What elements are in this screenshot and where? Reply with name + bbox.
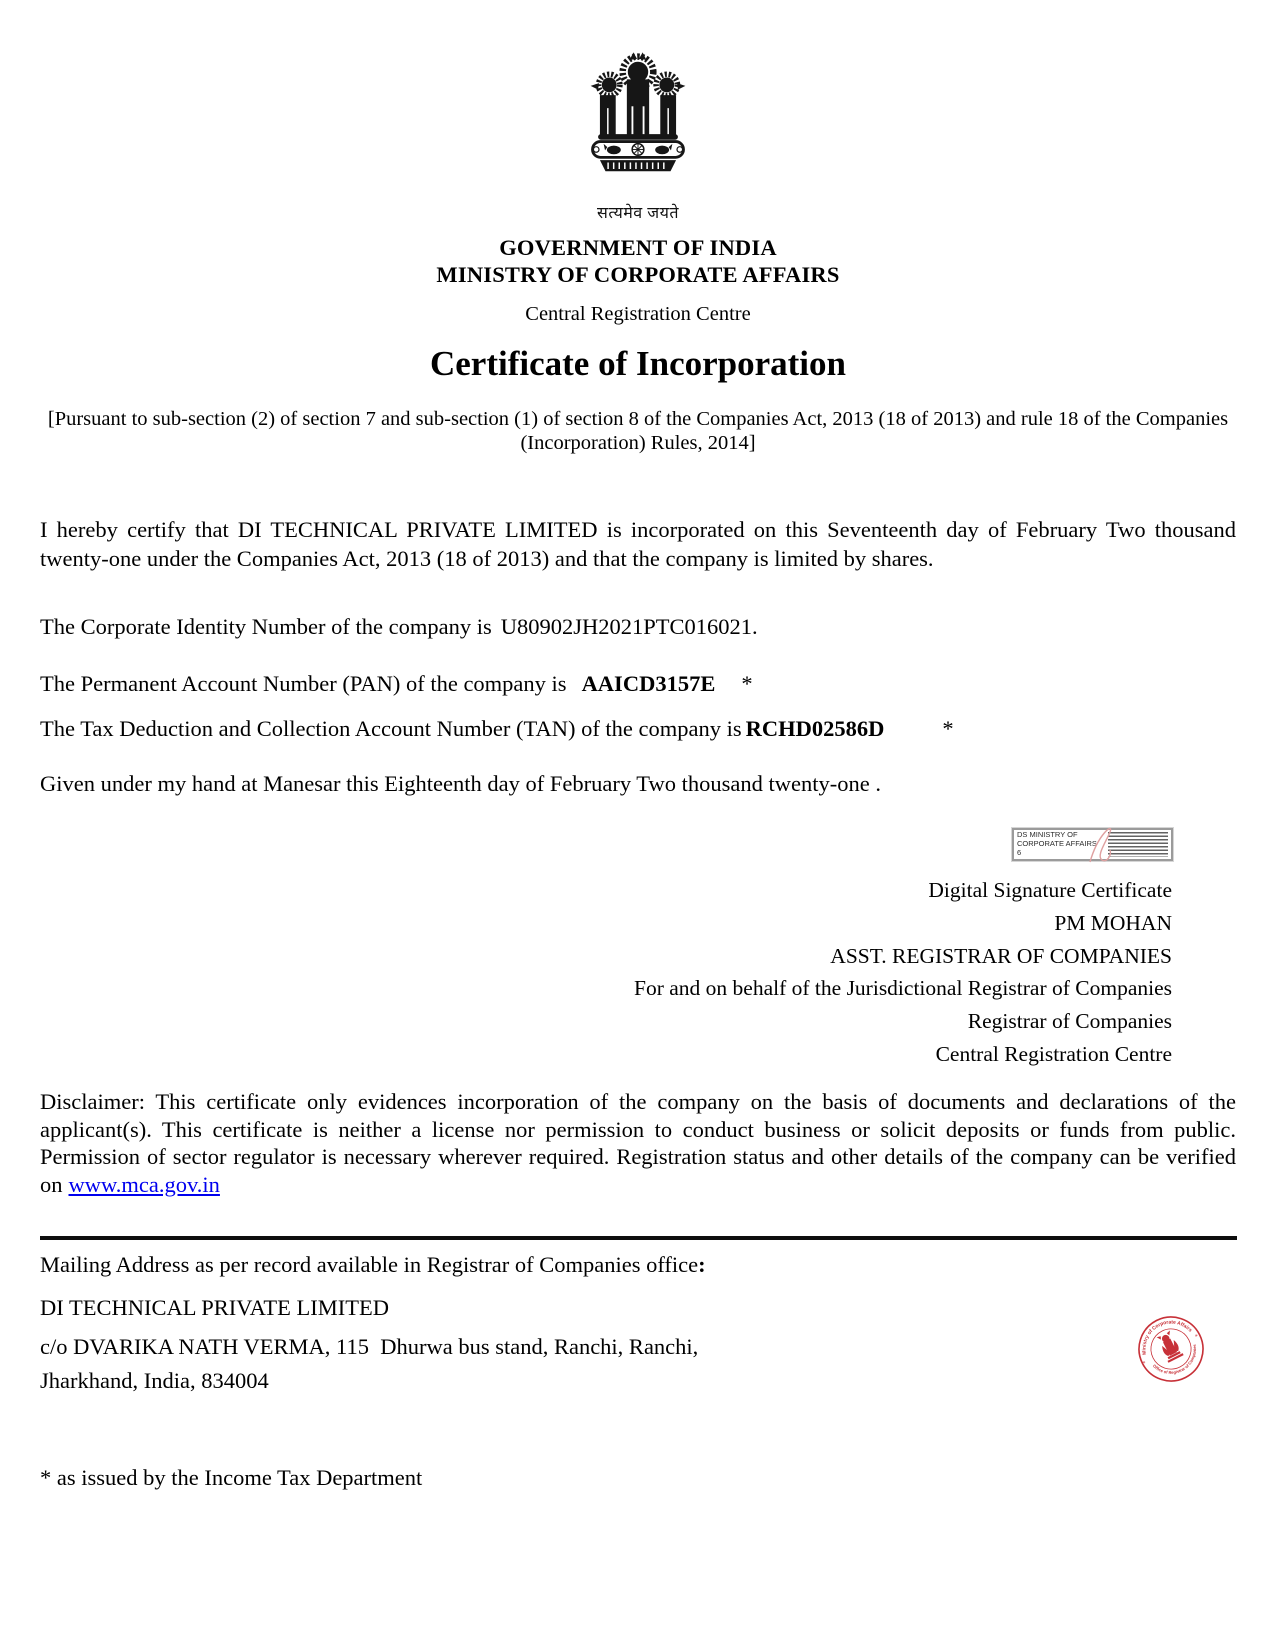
signature-line-registrar: Registrar of Companies — [967, 1009, 1172, 1034]
roc-stamp — [1137, 1315, 1205, 1383]
given-under-line: Given under my hand at Manesar this Eighteenth day of February Two thousand twenty-one . — [40, 771, 881, 796]
signature-line-name: PM MOHAN — [1054, 910, 1172, 935]
signature-block — [40, 874, 1172, 1071]
cin-value: U80902JH2021PTC016021 — [500, 614, 753, 639]
digital-signature-box — [1012, 828, 1173, 861]
certificate-title: Certificate of Incorporation — [430, 344, 846, 383]
mailing-heading-text: Mailing Address as per record available in Registrar of Companies office — [40, 1252, 699, 1277]
pursuant-clause: [Pursuant to sub-section (2) of section 7 and sub-section (1) of section 8 of the Companies Act, 2013 (18 of 2013) and rule 18 of the Companies (Incorporation) Rules, 2014] — [47, 408, 1229, 454]
tan-value: RCHD02586D — [745, 716, 885, 741]
signature-line-centre: Central Registration Centre — [935, 1041, 1172, 1066]
pan-line — [40, 671, 1236, 697]
mca-website-link[interactable]: www.mca.gov.in — [68, 1171, 220, 1197]
mailing-company-name: DI TECHNICAL PRIVATE LIMITED — [40, 1295, 389, 1320]
ds-signature-details-text — [1108, 832, 1168, 857]
footnote — [40, 1464, 1236, 1491]
divider-rule — [40, 1236, 1237, 1240]
cin-label: The Corporate Identity Number of the company is — [40, 614, 492, 639]
ds-box-label: DS MINISTRY OF CORPORATE AFFAIRS 6 — [1017, 830, 1097, 857]
svg-text:*: * — [1194, 1333, 1200, 1341]
tan-line — [40, 716, 1236, 742]
signature-line-certificate: Digital Signature Certificate — [928, 878, 1172, 902]
certification-paragraph: I hereby certify that DI TECHNICAL PRIVATE LIMITED is incorporated on this Seventeenth day of February Two thousand twenty-one under the Companies Act, 2013 (18 of 2013) and that the company is limited by shares. — [40, 517, 1236, 571]
pan-footnote-marker: * — [741, 671, 753, 696]
centre-heading: Central Registration Centre — [525, 303, 751, 325]
footnote-marker: * — [40, 1465, 52, 1490]
ministry-heading: MINISTRY OF CORPORATE AFFAIRS — [436, 262, 840, 287]
ashoka-lion-capital-icon — [586, 48, 690, 198]
roc-stamp-icon — [1137, 1315, 1205, 1383]
signature-line-designation: ASST. REGISTRAR OF COMPANIES — [830, 943, 1172, 968]
stamp-bottom-text: Office of Registrar of Companies — [1151, 1344, 1198, 1375]
mailing-address-line1: c/o DVARIKA NATH VERMA, 115 Dhurwa bus stand, Ranchi, Ranchi, — [40, 1334, 699, 1359]
cin-line — [40, 614, 1236, 640]
stamp-top-text: Ministry of Corporate Affairs — [1142, 1320, 1193, 1356]
pan-label: The Permanent Account Number (PAN) of the company is — [40, 671, 567, 696]
tan-footnote-marker: * — [942, 716, 954, 741]
signature-line-behalf: For and on behalf of the Jurisdictional Registrar of Companies — [634, 976, 1172, 1001]
footnote-text: as issued by the Income Tax Department — [56, 1465, 423, 1490]
svg-text:*: * — [1142, 1360, 1148, 1368]
government-heading: GOVERNMENT OF INDIA — [499, 235, 777, 260]
mailing-heading-colon: : — [698, 1252, 706, 1277]
pan-value: AAICD3157E — [581, 671, 716, 696]
disclaimer-text: Disclaimer: This certificate only evidences incorporation of the company on the basis of documents and declarations of the applicant(s). This certificate is neither a license nor permission to conduct business or solicit deposits or funds from public. Permission of sector regulator is necessary wherever required. Registration status and other details of the company can be verified on — [40, 1089, 1236, 1197]
national-emblem — [40, 48, 1236, 198]
emblem-motto: सत्यमेव जयते — [597, 205, 679, 222]
mailing-address-line2: Jharkhand, India, 834004 — [40, 1368, 269, 1393]
tan-label: The Tax Deduction and Collection Account Number (TAN) of the company is — [40, 716, 742, 741]
cin-period: . — [752, 614, 758, 639]
mailing-address-heading — [40, 1251, 1236, 1278]
disclaimer-paragraph — [40, 1088, 1236, 1198]
stamp-lion-emblem-icon — [1156, 1330, 1184, 1363]
